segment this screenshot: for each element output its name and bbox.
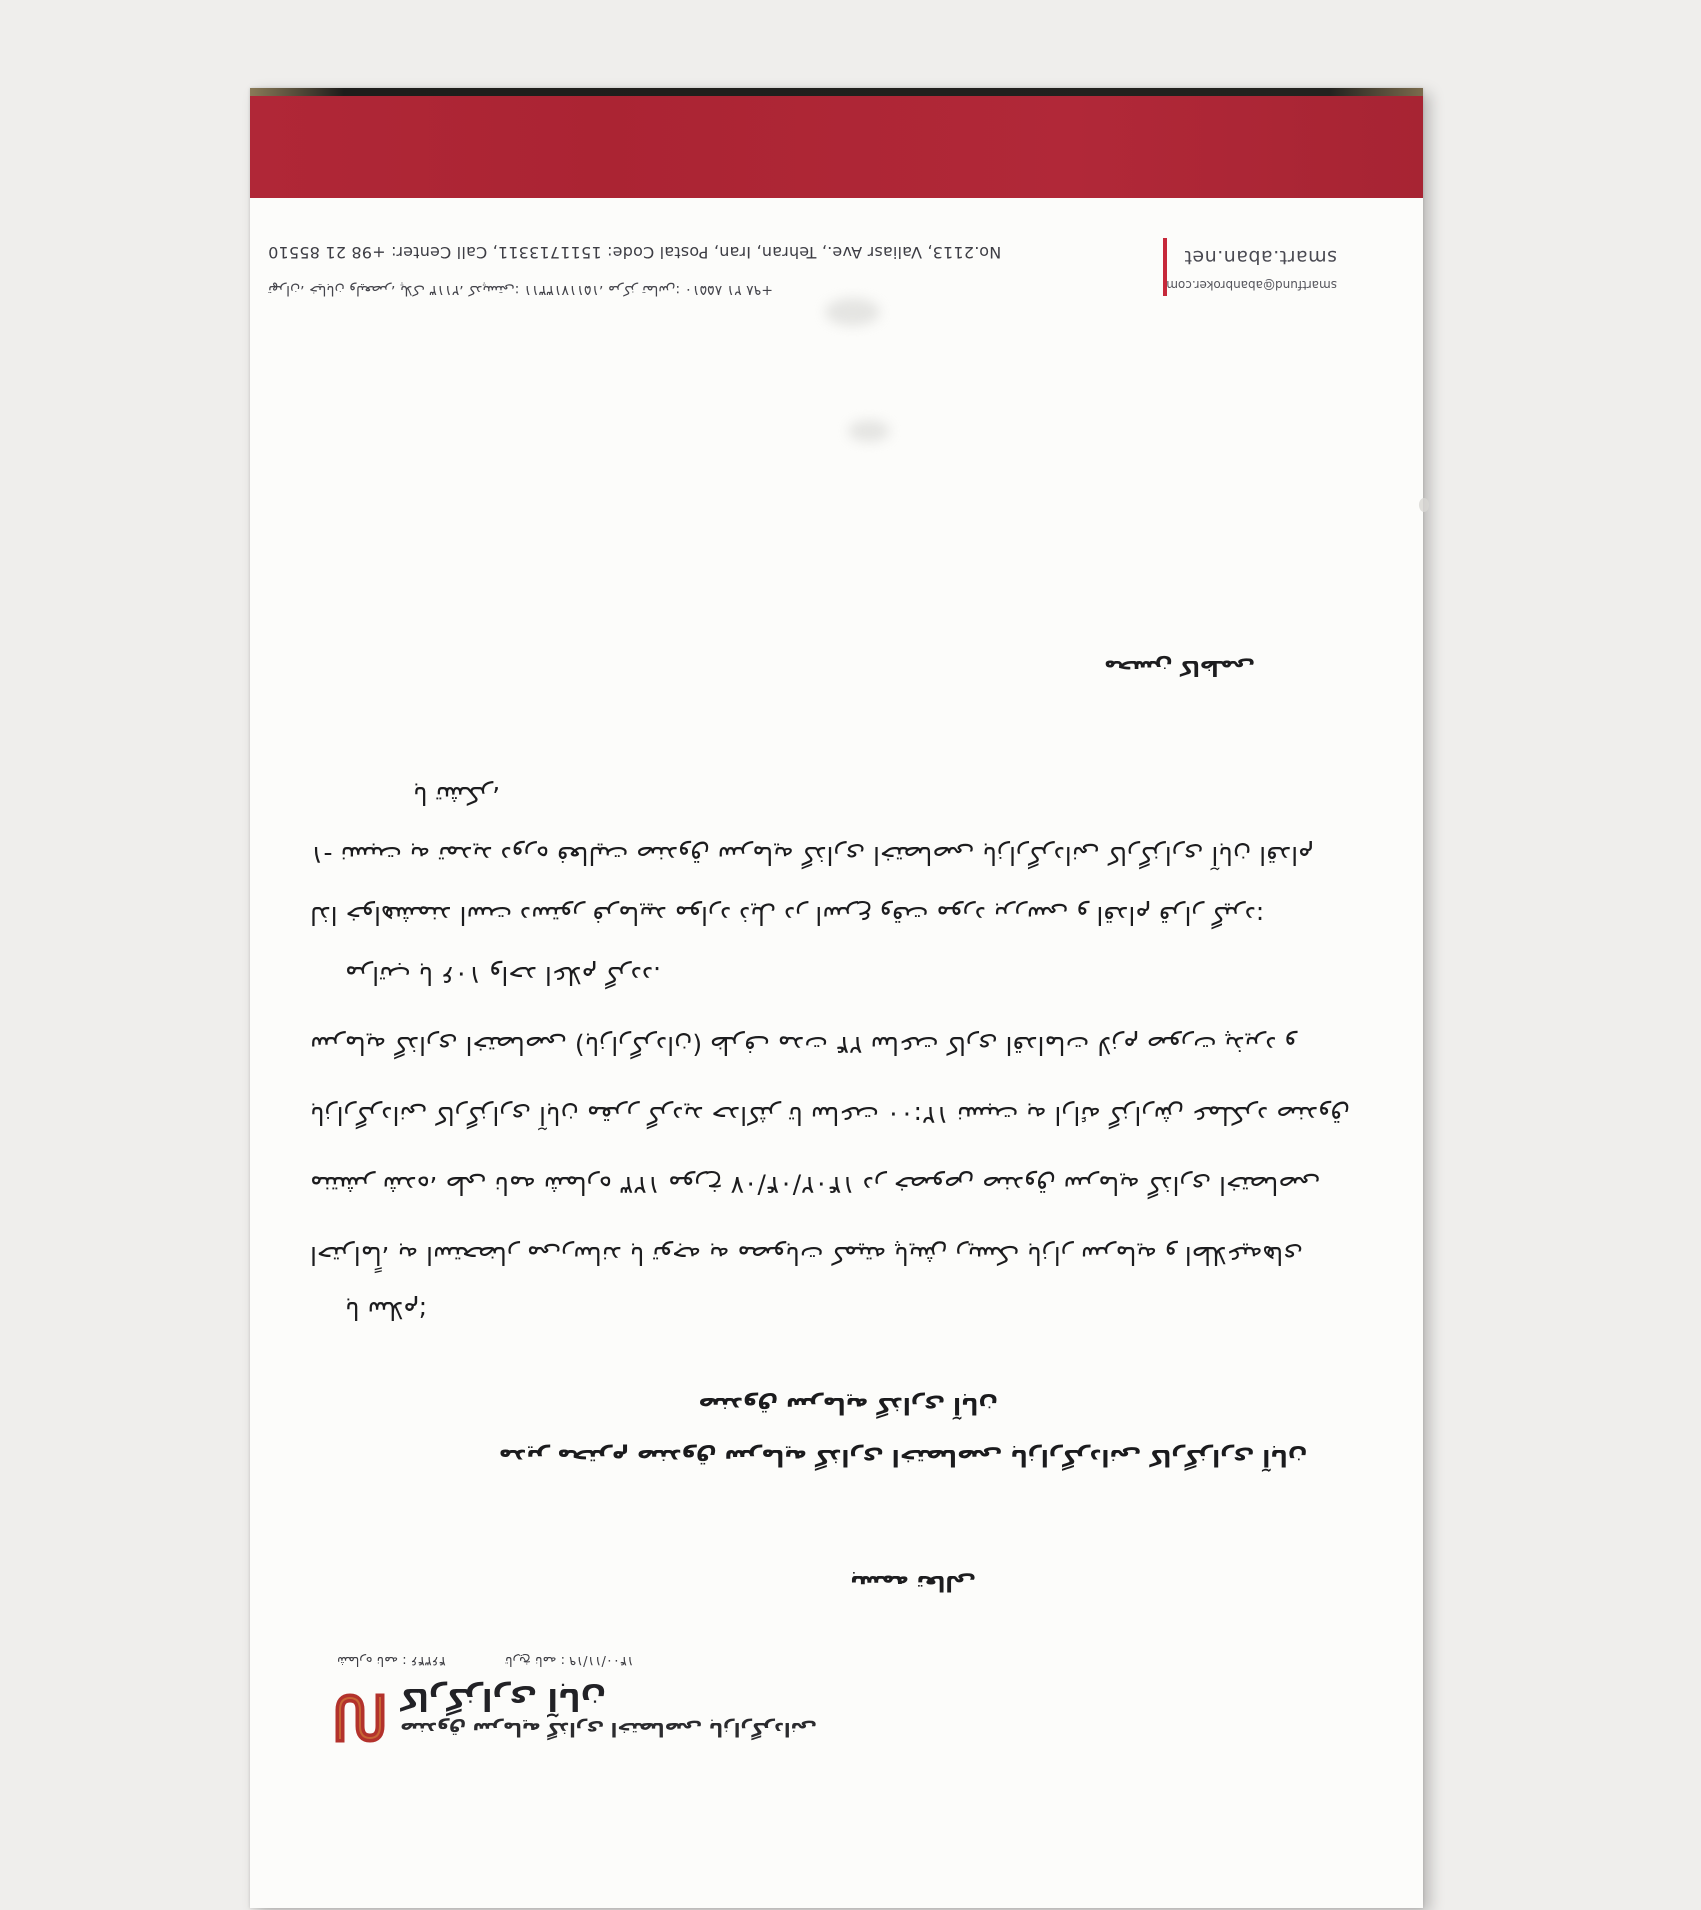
recipient-line-2: صندوق سرمایه گذاری آبان	[698, 1392, 998, 1418]
letter-number-label: شماره نامه :	[337, 1653, 407, 1668]
scan-smudge	[848, 420, 890, 442]
scanned-letter-page	[250, 88, 1423, 1908]
letterhead-red-band	[250, 95, 1423, 198]
recipient-line-1: مدیر محترم صندوق سرمایه گذاری اختصاصی بازارگردانی کارگزاری آبان	[498, 1444, 1308, 1470]
footer-address-english: No.2113, Valiasr Ave., Tehran, Iran, Postal Code: 1511713311, Call Center: +98 21 85510	[268, 243, 1002, 262]
basmala-line: بسمه تعالی	[850, 1570, 976, 1595]
letterhead-subtitle: صندوق سرمایه گذاری اختصاصی بازارگردانی	[400, 1718, 817, 1740]
letter-number-field	[337, 1653, 446, 1668]
rotated-letter-content	[250, 88, 1423, 1908]
body-line: احتراماً، به استحضار می‌رساند با توجه به مصوبات کمیته پایش ریسک بازار سرمایه و اطلاعیه‌های	[310, 1241, 1303, 1270]
greeting-line: با سلام؛	[345, 1296, 427, 1325]
body-line: مراتب با ۱۰۶ واحد اعلام گردد.	[345, 961, 662, 990]
letter-date-value: ۱۴۰۰/۱۱/۱۹	[569, 1653, 634, 1668]
footer-website: smart.aban.net	[1184, 246, 1337, 268]
letterhead-company-name: کارگزاری آبان	[400, 1681, 607, 1716]
page-edge-mark	[1419, 498, 1429, 512]
aban-broker-logo-icon	[334, 1688, 390, 1748]
letter-date-field	[505, 1653, 634, 1668]
footer-email: smartfund@abanbroker.com	[1166, 278, 1337, 292]
letter-date-label: تاریخ نامه :	[505, 1653, 566, 1668]
closing-line: با تشکر،	[413, 781, 501, 810]
body-line: سرمایه گذاری اختصاصی (بازارگردان) ظرف مدت ۲۴ ساعت کاری اقدامات لازم صورت پذیرد و	[310, 1031, 1297, 1060]
scan-dark-edge	[250, 88, 1423, 96]
body-line: منتشر شده، طی نامه شماره ۱۲۳ مورخ ۱۴۰۲/۰۴/۰۷ در خصوص صندوق سرمایه گذاری اختصاصی	[310, 1171, 1321, 1200]
letter-number-value: ۴۶۳۴۶	[410, 1653, 446, 1668]
body-line: ۱- نسبت به تمدید دوره فعالیت صندوق سرمایه گذاری اختصاصی بازارگردانی کارگزاری آبان اقدام	[310, 841, 1314, 870]
body-line: لذا خواهشمند است دستور فرمایید موارد ذیل در اسرع وقت مورد بررسی و اقدام قرار گیرد:	[310, 901, 1265, 930]
signatory-name: محسن کاظمی	[1104, 656, 1255, 680]
footer-address-persian: تهران، خیابان ولیعصر، پلاک ۲۱۱۳، کدپستی: ۱۵۱۱۷۱۳۳۱۱، مرکز تماس: ۸۵۵۱۰ ۲۱ ۹۸+	[268, 282, 773, 298]
scan-smudge	[825, 298, 880, 326]
body-line: بازارگردانی کارگزاری آبان مقرر گردید حداکثر تا ساعت ۱۲:۰۰ نسبت به ارائه گزارش عملکرد صندوق	[310, 1101, 1350, 1130]
